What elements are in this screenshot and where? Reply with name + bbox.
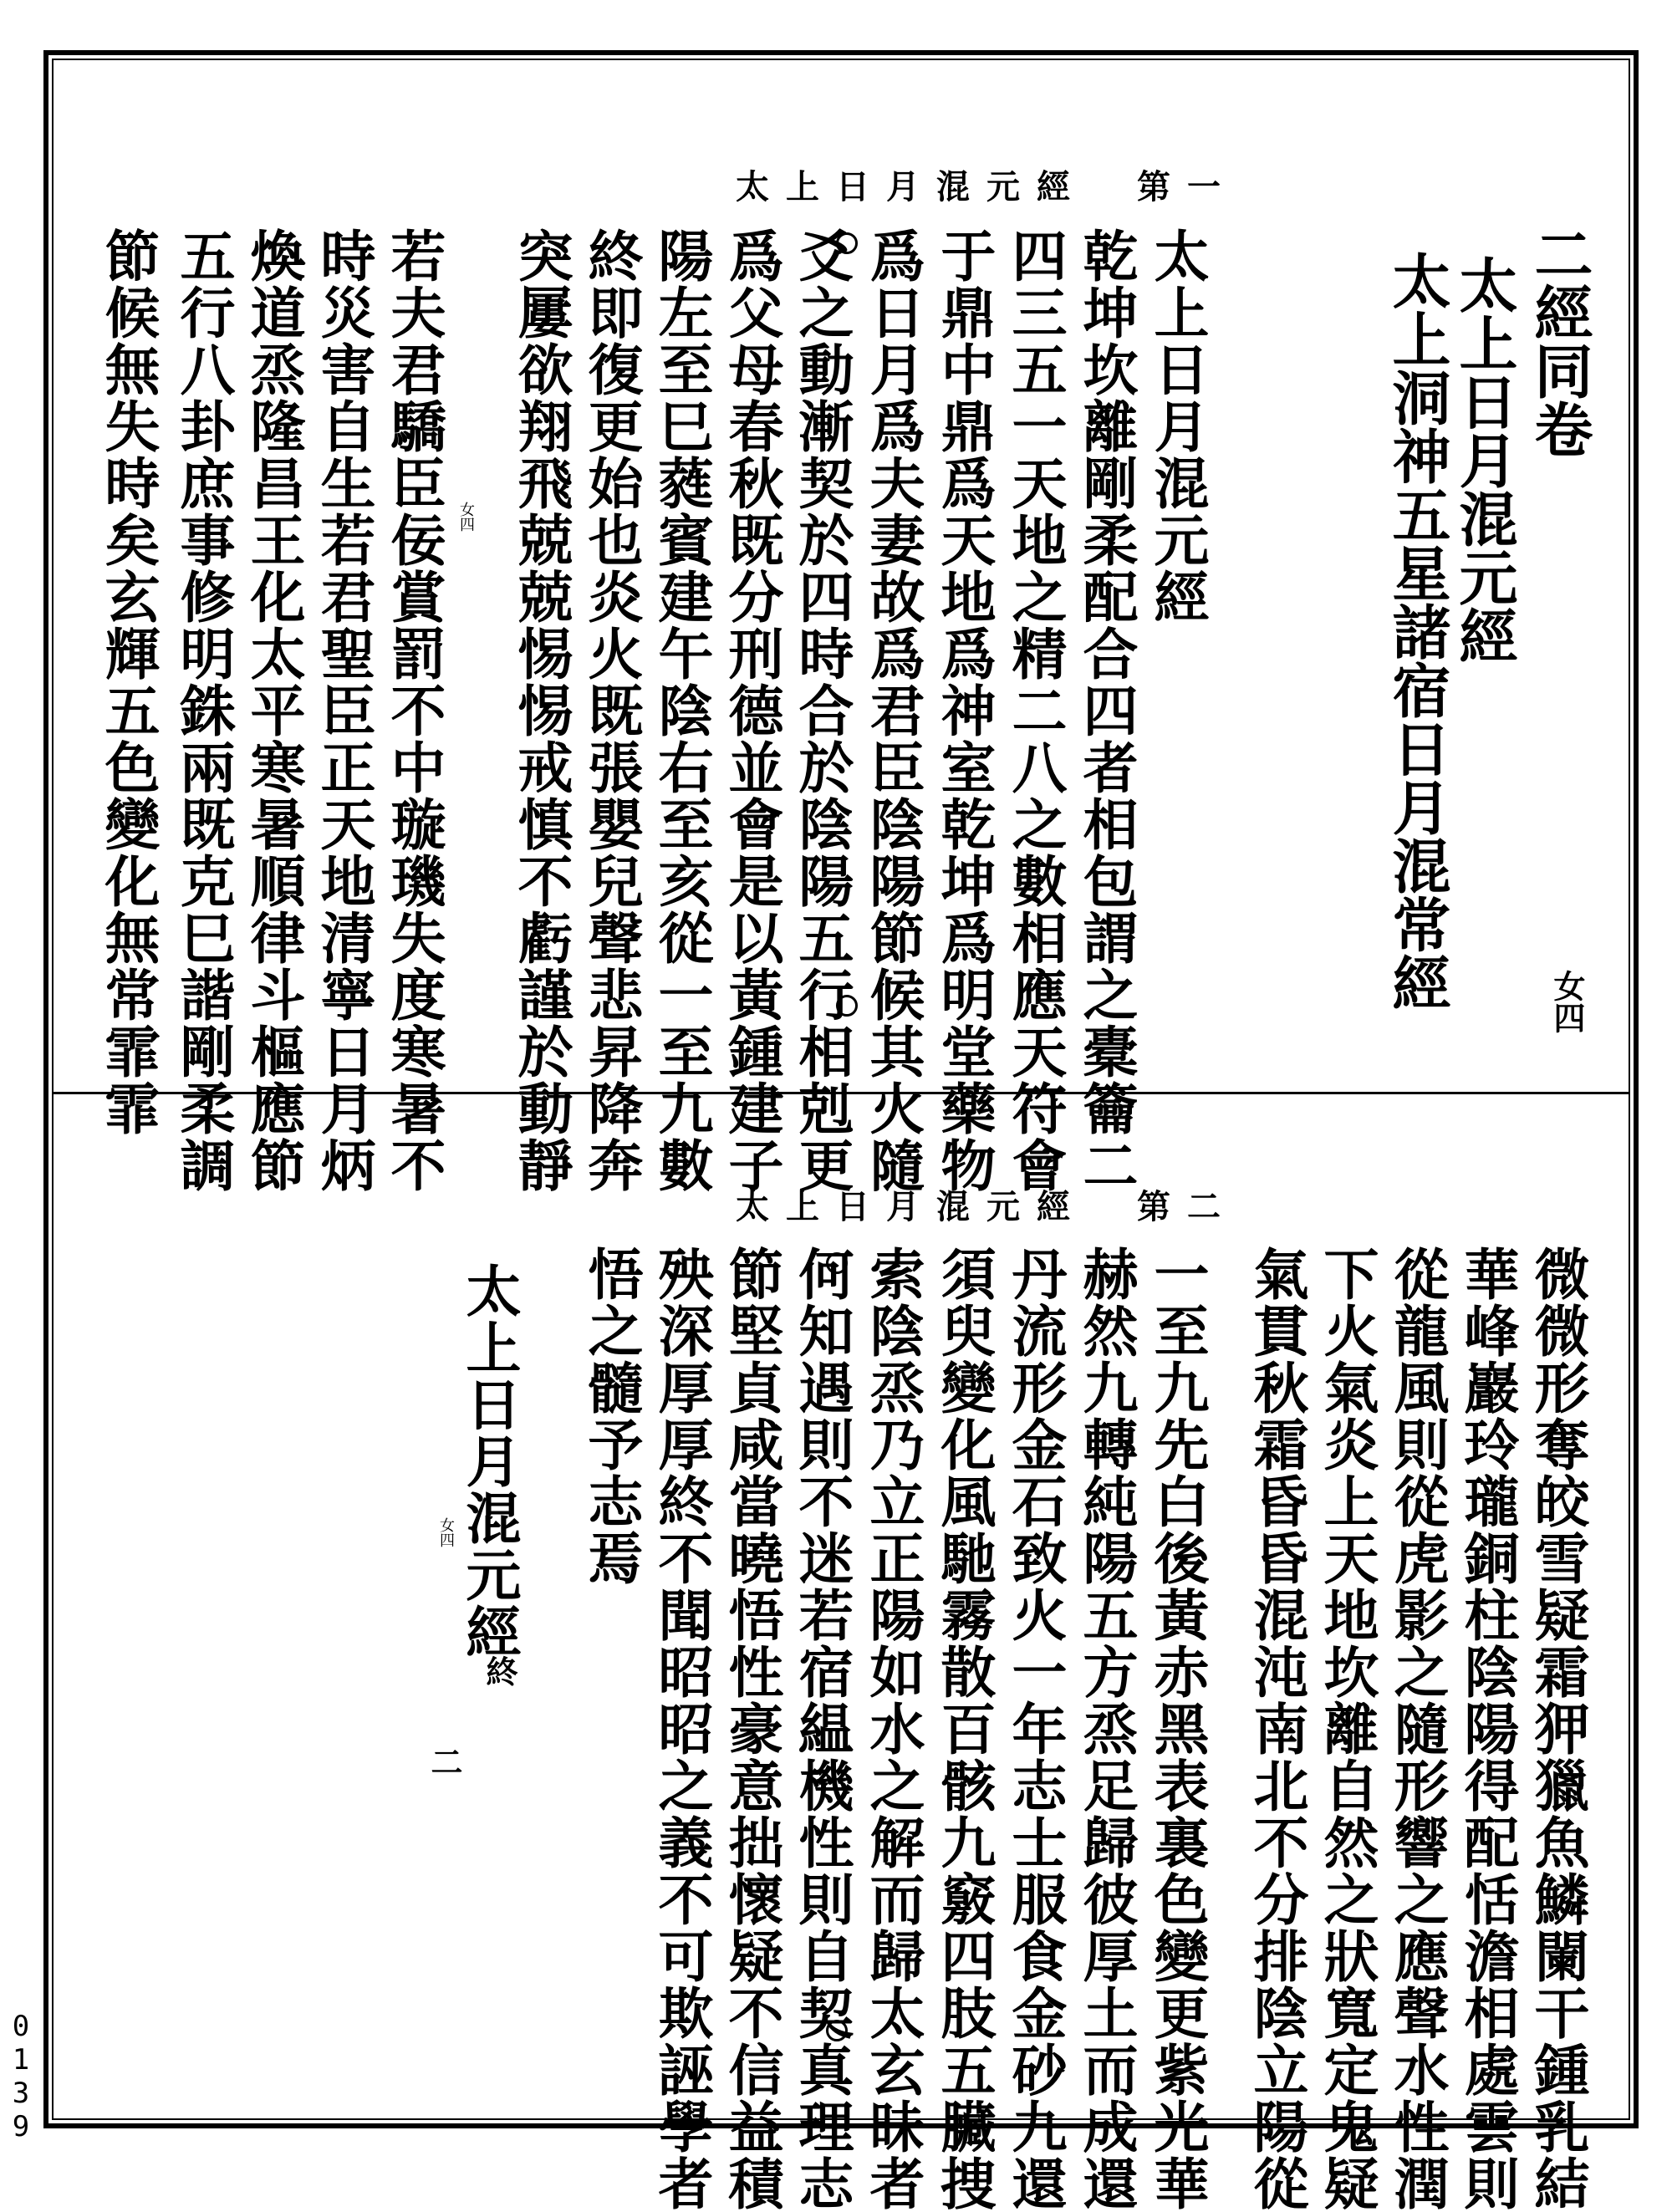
circle-mark <box>826 1252 848 1274</box>
upper-column-1: 乾坤坎離剛柔配合四者相包謂之橐籥二 <box>1073 227 1139 1194</box>
circle-mark <box>836 995 858 1017</box>
lower-column-14: 悟之髓予志焉 <box>579 1246 644 1587</box>
lower-column-3: 從龍風則從虎影之隨形響之應聲水性潤 <box>1384 1246 1450 2212</box>
upper-small-note: 女四 <box>457 502 475 532</box>
lower-column-2: 華峰巖玲瓏銅柱陰陽得配恬澹相處雲則 <box>1455 1246 1520 2212</box>
lower-header: 太上日月混元經 第二 <box>736 1187 1237 1226</box>
upper-column-6: 爲父母春秋既分刑德並會是以黃鍾建子 <box>719 227 784 1194</box>
upper-column-9: 突屢欲翔飛兢兢惕惕戒慎不虧謹於動靜 <box>508 227 573 1194</box>
end-mark: 終 <box>481 1655 518 1687</box>
upper-column-8: 終即復更始也炎火既張嬰兒聲悲昇降奔 <box>579 227 644 1194</box>
upper-header: 太上日月混元經 第一 <box>736 167 1237 206</box>
lower-column-7: 赫然九轉純陽五方烝足歸彼厚土而成還 <box>1073 1246 1139 2212</box>
upper-column-11: 時災害自生若君聖臣正天地清寧日月炳 <box>311 227 376 1194</box>
leaf-mark: 二 <box>426 1746 463 1777</box>
lower-column-6: 一至九先白後黃赤黑表裏色變更紫光華 <box>1144 1246 1210 2212</box>
title-1: 太上日月混元經 <box>1450 255 1519 665</box>
side-label: 女四 <box>1548 970 1586 1033</box>
title-2: 太上洞神五星諸宿日月混常經 <box>1383 251 1452 1012</box>
circle-mark <box>836 232 858 254</box>
upper-column-5: 爻之動漸契於四時合於陰陽五行相剋更 <box>789 227 854 1194</box>
lower-column-11: 何知遇則不迷若宿緼機性則自契真理志 <box>789 1246 854 2212</box>
lower-column-1: 微微形奪皎雪疑霜狎獵魚鱗闌干鍾乳結 <box>1525 1246 1590 2212</box>
lower-column-4: 下火氣炎上天地坎離自然之狀寬定鬼疑 <box>1314 1246 1379 2212</box>
end-title: 太上日月混元經 <box>456 1262 522 1660</box>
volume-title: 二經同卷 <box>1525 224 1594 458</box>
upper-column-13: 五行八卦庶事修明銖兩既克巳諧剛柔調 <box>171 227 236 1194</box>
lower-column-8: 丹流形金石致火一年志士服食金砂九還 <box>1002 1246 1068 2212</box>
upper-column-3: 于鼎中鼎爲天地爲神室乾坤爲明堂藥物 <box>931 227 997 1194</box>
lower-column-5: 氣貫秋霜昏昏混沌南北不分排陰立陽從 <box>1244 1246 1309 2212</box>
lower-column-10: 索陰烝乃立正陽如水之解而歸太玄昧者 <box>860 1246 925 2212</box>
upper-column-4: 爲日月爲夫妻故爲君臣陰陽節候其火隨 <box>860 227 925 1194</box>
upper-column-14: 節候無失時矣玄輝五色變化無常霏霏 <box>95 227 161 1137</box>
lower-column-13: 殃深厚厚終不聞昭昭之義不可欺誣學者 <box>649 1246 714 2212</box>
text-title: 太上日月混元經 <box>1144 227 1210 625</box>
lower-column-9: 須臾變化風馳霧散百骸九竅四肢五臟捜 <box>931 1246 997 2212</box>
page-number: 0139 <box>4 2010 38 2143</box>
upper-column-12: 煥道烝隆昌王化太平寒暑順律斗樞應節 <box>241 227 306 1194</box>
upper-column-2: 四三五一天地之精二八之數相應天符會 <box>1002 227 1068 1194</box>
upper-column-10: 若夫君驕臣佞賞罰不中璇璣失度寒暑不 <box>381 227 446 1194</box>
circle-mark <box>826 2020 848 2041</box>
lower-column-12: 節堅貞咸當曉悟性豪意拙懷疑不信益積 <box>719 1246 784 2212</box>
lower-small-note: 女四 <box>437 1517 455 1547</box>
upper-column-7: 陽左至巳蕤賓建午陰右至亥從一至九數 <box>649 227 714 1194</box>
